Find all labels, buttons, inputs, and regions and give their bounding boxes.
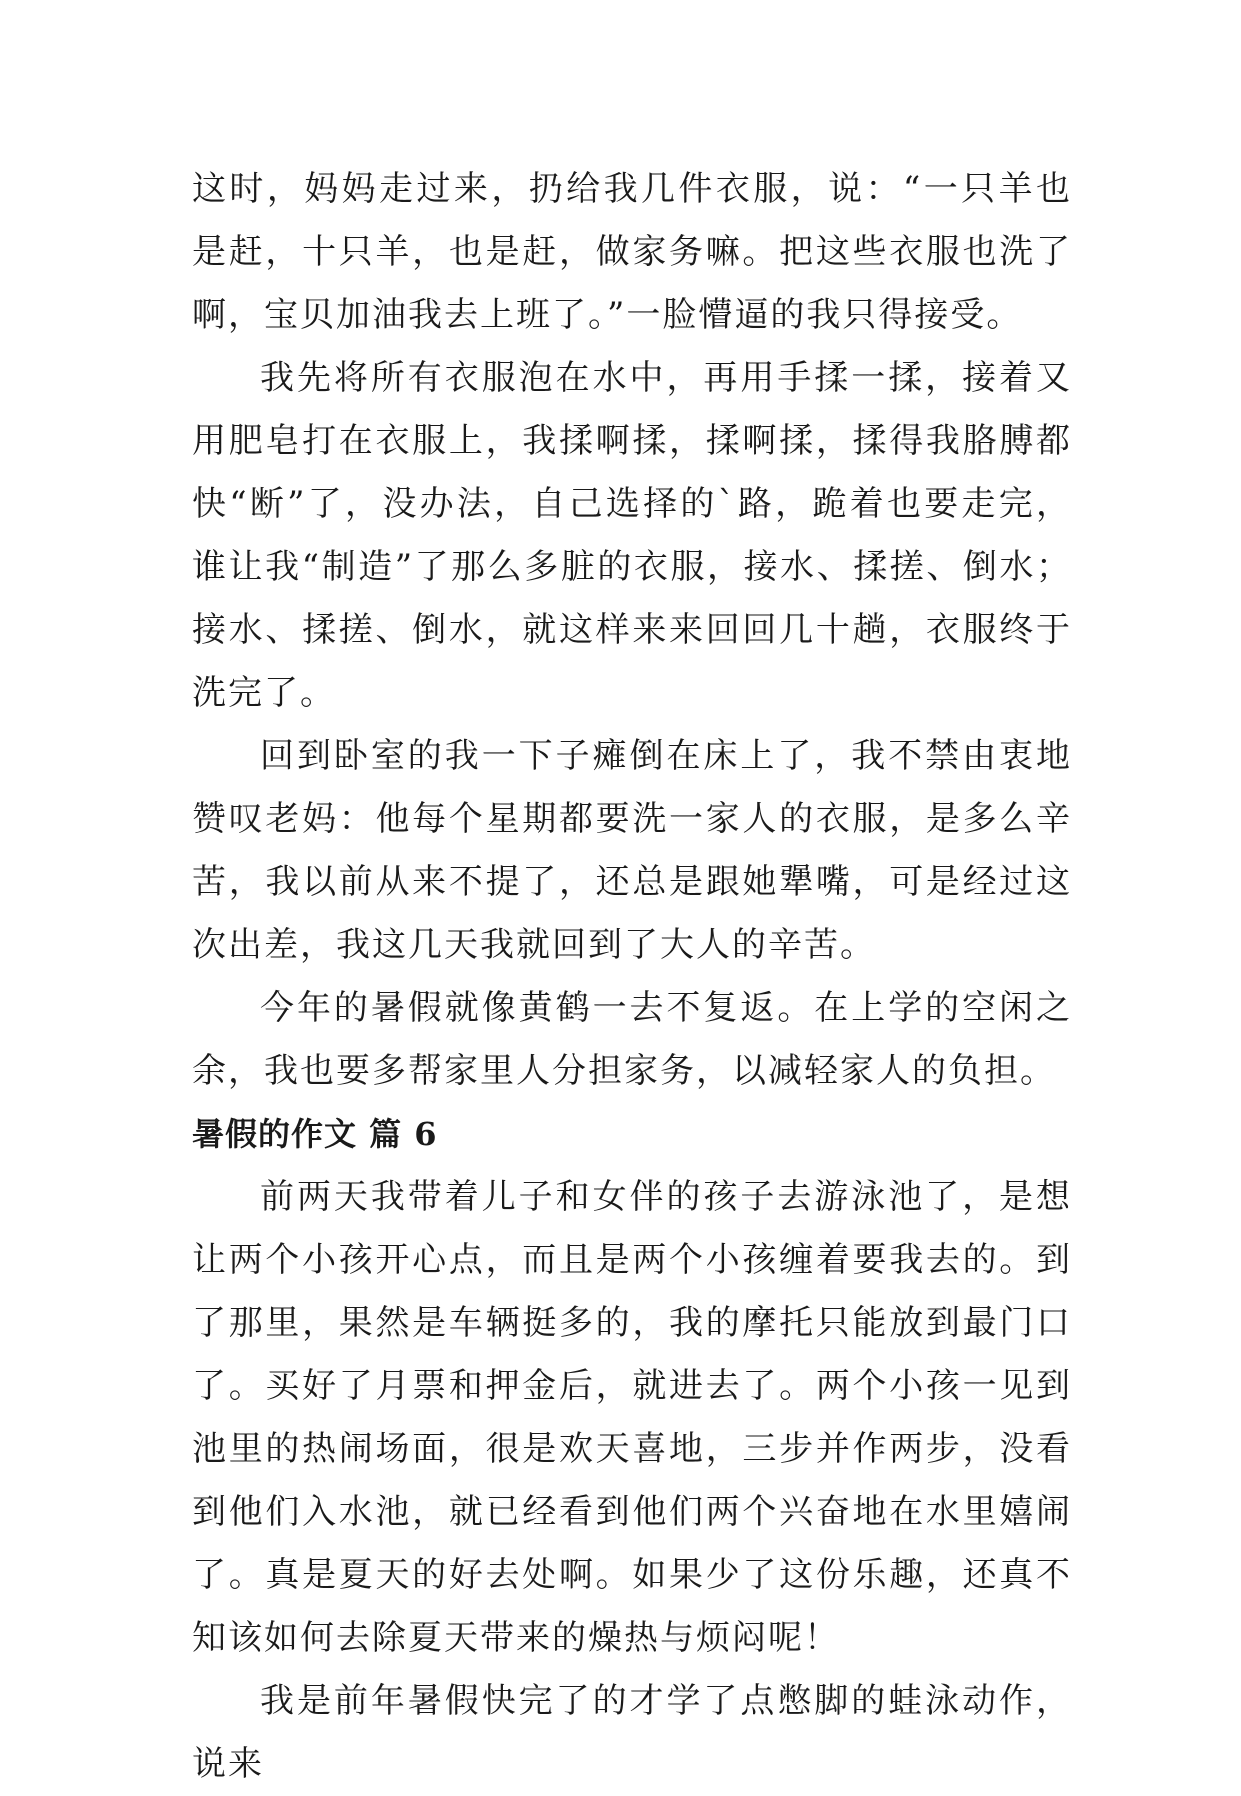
paragraph-continuation: 这时，妈妈走过来，扔给我几件衣服，说：“一只羊也是赶，十只羊，也是赶，做家务嘛。把这些衣服也洗了啊，宝贝加油我去上班了。”一脸懵逼的我只得接受。 (192, 169, 1072, 335)
paragraph-frog-stroke: 我是前年暑假快完了的才学了点憋脚的蛙泳动作，说来 (192, 1681, 1072, 1784)
paragraph-swimming-pool: 前两天我带着儿子和女伴的孩子去游泳池了，是想让两个小孩开心点，而且是两个小孩缠着要我去的。到了那里，果然是车辆挺多的，我的摩托只能放到最门口了。买好了月票和押金后，就进去了。两个小孩一见到池里的热闹场面，很是欢天喜地，三步并作两步，没看到他们入水池，就已经看到他们两个兴奋地在水里嬉闹了。真是夏天的好去处啊。如果少了这份乐趣，还真不知该如何去除夏天带来的燥热与烦闷呢！ (192, 1177, 1072, 1658)
document-body (192, 158, 1072, 1796)
paragraph-summer-conclusion: 今年的暑假就像黄鹤一去不复返。在上学的空闲之余，我也要多帮家里人分担家务，以减轻家人的负担。 (192, 988, 1072, 1091)
paragraph-back-to-bedroom: 回到卧室的我一下子瘫倒在床上了，我不禁由衷地赞叹老妈：他每个星期都要洗一家人的衣服，是多么辛苦，我以前从来不提了，还总是跟她犟嘴，可是经过这次出差，我这几天我就回到了大人的辛苦。 (192, 736, 1072, 965)
paragraph-washing-clothes: 我先将所有衣服泡在水中，再用手揉一揉，接着又用肥皂打在衣服上，我揉啊揉，揉啊揉，揉得我胳膊都快“断”了，没办法，自己选择的`路，跪着也要走完，谁让我“制造”了那么多脏的衣服，接水、揉搓、倒水；接水、揉搓、倒水，就这样来来回回几十趟，衣服终于洗完了。 (192, 358, 1072, 713)
section-heading: 暑假的作文 篇 6 (192, 1115, 438, 1153)
